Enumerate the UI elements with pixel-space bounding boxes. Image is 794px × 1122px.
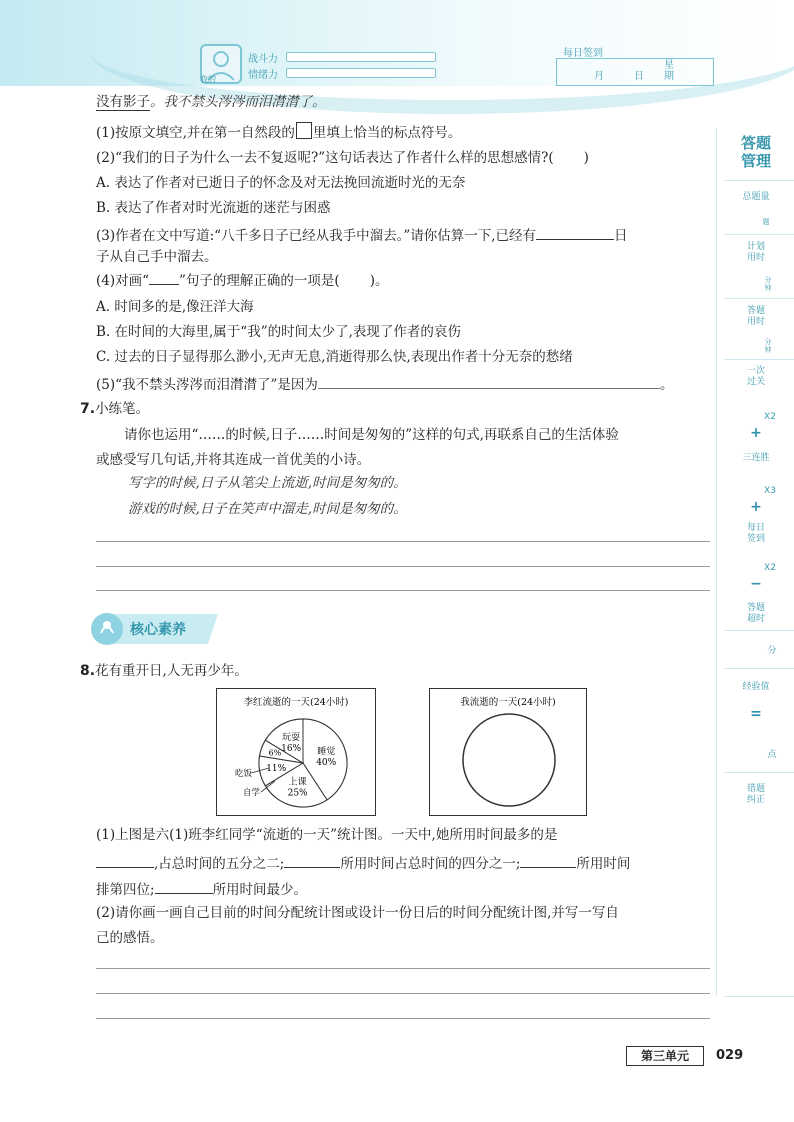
q2-stem-text: (2)“我们的日子为什么一去不复返呢?”这句话表达了作者什么样的思想感情?( bbox=[96, 150, 554, 166]
q4-option-c: C. 过去的日子显得那么渺小,无声无息,消逝得那么快,表现出作者十分无奈的愁绪 bbox=[96, 349, 573, 365]
sidebar-title-2: 管理 bbox=[740, 152, 771, 170]
pie-slice-label-3: 6% bbox=[268, 748, 282, 758]
q8-text-4: (2)请你画一画自己目前的时间分配统计图或设计一份日后的时间分配统计图,并写一写自 bbox=[96, 905, 619, 921]
avatar-badge: 我的 bbox=[200, 75, 216, 84]
sidebar-multiplier-x2: X2 bbox=[764, 412, 776, 422]
q1 bbox=[96, 122, 461, 142]
sidebar-divider bbox=[724, 668, 794, 669]
q7-writing-line-2[interactable] bbox=[96, 566, 710, 567]
q8-text-3a: 排第四位; bbox=[96, 882, 155, 898]
q8-text-2 bbox=[96, 853, 630, 873]
stat-bar-power bbox=[286, 52, 436, 62]
signin-day: 日 bbox=[634, 71, 644, 82]
q2-option-b: B. 表达了作者对时光流逝的迷茫与困惑 bbox=[96, 200, 331, 216]
sidebar-over-1: 答题 bbox=[746, 603, 765, 613]
q8-blank-1[interactable] bbox=[96, 853, 154, 868]
signin-month: 月 bbox=[594, 71, 604, 82]
pie-slice-label-0: 睡觉 40% bbox=[316, 747, 337, 769]
sidebar-multiplier-x3: X3 bbox=[764, 486, 776, 496]
q7-writing-line-1[interactable] bbox=[96, 541, 710, 542]
q1-text-b: 里填上恰当的标点符号。 bbox=[312, 125, 462, 141]
q7-instruction-2: 或感受写几句话,并将其连成一首优美的小诗。 bbox=[96, 452, 371, 468]
q7-title: 小练笔。 bbox=[95, 401, 150, 417]
sidebar-multiplier-x2b: X2 bbox=[764, 563, 776, 573]
q8-heading bbox=[80, 662, 248, 680]
sidebar-min-suffix-2: 钟 bbox=[764, 346, 772, 354]
q3-line1 bbox=[96, 225, 628, 245]
sidebar-divider bbox=[724, 772, 794, 773]
q4-text-b: ”句子的理解正确的一项是( bbox=[179, 273, 340, 289]
q3-text-b: 日 bbox=[614, 228, 628, 244]
q5-text-a: (5)“我不禁头涔涔而泪潸潸了”是因为 bbox=[96, 377, 318, 393]
page-number: 029 bbox=[716, 1048, 744, 1063]
sidebar-wrong-1: 错题 bbox=[746, 784, 765, 794]
pie-chart-mine-svg bbox=[430, 689, 586, 815]
pie-outside-label-1: 自学 bbox=[243, 788, 261, 798]
q4-text-c: )。 bbox=[369, 273, 389, 289]
sidebar-ans-2: 用时 bbox=[746, 317, 765, 327]
q8-writing-line-1[interactable] bbox=[96, 968, 710, 969]
sidebar-fen: 分 bbox=[767, 646, 777, 656]
pie-chart-mine-circle[interactable] bbox=[463, 714, 555, 806]
stat-label-mood: 情绪力 bbox=[248, 70, 278, 81]
q8-text-1: (1)上图是六(1)班李红同学“流逝的一天”统计图。一天中,她所用时间最多的是 bbox=[96, 827, 558, 843]
q8-blank-2[interactable] bbox=[284, 853, 340, 868]
sidebar-minus: − bbox=[750, 576, 762, 592]
sidebar-divider bbox=[724, 298, 794, 299]
q7-number: 7. bbox=[80, 401, 96, 417]
q1-text-a: (1)按原文填空,并在第一自然段的 bbox=[96, 125, 295, 141]
passage-rest: 。我不禁头涔涔而泪潸潸了。 bbox=[150, 94, 326, 110]
pie-slice-label-1: 上课 25% bbox=[287, 777, 308, 799]
q4-option-a: A. 时间多的是,像汪洋大海 bbox=[96, 299, 254, 315]
sidebar-plan-1: 计划 bbox=[746, 242, 765, 252]
q4-option-b: B. 在时间的大海里,属于“我”的时间太少了,表现了作者的哀伤 bbox=[96, 324, 461, 340]
sidebar-divider bbox=[724, 180, 794, 181]
pie-chart-mine bbox=[429, 688, 587, 816]
signin-title: 每日签到 bbox=[563, 48, 603, 59]
pie-slice-label-2: 11% bbox=[266, 764, 287, 775]
q5-answer-line[interactable] bbox=[318, 374, 660, 389]
q8-text-2b: 所用时间占总时间的四分之一; bbox=[340, 856, 521, 872]
sidebar-divider bbox=[724, 359, 794, 360]
q7-writing-line-3[interactable] bbox=[96, 590, 710, 591]
sidebar-plus-1: + bbox=[750, 425, 762, 441]
q4-stem bbox=[96, 272, 388, 290]
q5 bbox=[96, 374, 673, 394]
q4-blank-line bbox=[149, 273, 179, 285]
q2-option-a: A. 表达了作者对已逝日子的怀念及对无法挽回流逝时光的无奈 bbox=[96, 175, 466, 191]
q3-line2: 子从自己手中溜去。 bbox=[96, 249, 218, 265]
pie-slice-label-4: 玩耍 16% bbox=[281, 732, 302, 754]
q8-title: 花有重开日,人无再少年。 bbox=[95, 663, 248, 679]
sidebar-once-1: 一次 bbox=[746, 366, 765, 376]
footer-unit: 第三单元 bbox=[626, 1046, 704, 1066]
q2-stem bbox=[96, 149, 589, 167]
sidebar-total: 总题量 bbox=[742, 192, 770, 202]
sidebar-plan-2: 用时 bbox=[746, 253, 765, 263]
sidebar-unit-ti: 题 bbox=[762, 218, 770, 226]
sidebar-wrong-2: 纠正 bbox=[746, 795, 765, 805]
q8-text-5: 己的感悟。 bbox=[96, 930, 164, 946]
sidebar-points: 点 bbox=[767, 750, 777, 760]
q3-text-a: (3)作者在文中写道:“八千多日子已经从我手中溜去。”请你估算一下,已经有 bbox=[96, 228, 537, 244]
q5-text-b: 。 bbox=[659, 377, 674, 393]
sidebar-min-2: 分 bbox=[764, 338, 772, 346]
sidebar-plus-2: + bbox=[750, 499, 762, 515]
sidebar-daily-1: 每日 bbox=[746, 523, 765, 533]
signin-weekday: 星期 bbox=[664, 60, 674, 82]
q8-text-3 bbox=[96, 879, 307, 899]
sidebar-min-suffix-1: 钟 bbox=[764, 284, 772, 292]
q7-answer-2: 游戏的时候,日子在笑声中溜走,时间是匆匆的。 bbox=[128, 501, 407, 517]
q8-blank-4[interactable] bbox=[155, 879, 213, 894]
q8-number: 8. bbox=[80, 663, 96, 679]
q7-instruction-1: 请你也运用“……的时候,日子……时间是匆匆的”这样的句式,再联系自己的生活体验 bbox=[124, 427, 619, 443]
pie-outside-label-0: 吃饭 bbox=[235, 769, 253, 779]
pie-chart-lihong-svg bbox=[217, 689, 375, 815]
sidebar-daily-2: 签到 bbox=[746, 534, 765, 544]
sidebar-min-1: 分 bbox=[764, 276, 772, 284]
q8-text-2c: 所用时间 bbox=[576, 856, 631, 872]
q8-blank-3[interactable] bbox=[520, 853, 576, 868]
sidebar-divider bbox=[724, 630, 794, 631]
q3-answer-blank[interactable] bbox=[536, 225, 614, 240]
q8-writing-line-3[interactable] bbox=[96, 1018, 710, 1019]
sidebar-over-2: 超时 bbox=[746, 614, 765, 624]
pie-chart-lihong-title: 李红流逝的一天(24小时) bbox=[243, 697, 349, 708]
q8-writing-line-2[interactable] bbox=[96, 993, 710, 994]
sidebar-divider bbox=[724, 234, 794, 235]
passage-underlined: 没有影子 bbox=[96, 94, 150, 110]
core-banner-title: 核心素养 bbox=[130, 622, 186, 638]
q4-text-a: (4)对画“ bbox=[96, 273, 150, 289]
q2-close: ) bbox=[583, 150, 589, 166]
answer-management-sidebar bbox=[718, 126, 794, 996]
sidebar-border bbox=[716, 128, 717, 996]
q7-answer-1: 写字的时候,日子从笔尖上流逝,时间是匆匆的。 bbox=[128, 475, 407, 491]
stat-label-power: 战斗力 bbox=[248, 54, 278, 65]
sidebar-divider bbox=[724, 996, 794, 997]
q8-text-3b: 所用时间最少。 bbox=[212, 882, 308, 898]
core-banner bbox=[90, 612, 218, 646]
pie-chart-lihong bbox=[216, 688, 376, 816]
sidebar-title-1: 答题 bbox=[740, 134, 771, 152]
pie-chart-mine-title: 我流逝的一天(24小时) bbox=[460, 697, 556, 708]
q7-heading bbox=[80, 400, 149, 418]
stat-bar-mood bbox=[286, 68, 436, 78]
sidebar-combo: 三连胜 bbox=[742, 453, 770, 463]
q8-text-2a: ,占总时间的五分之二; bbox=[154, 856, 285, 872]
sidebar-equals: = bbox=[750, 706, 762, 722]
passage-tail bbox=[96, 93, 326, 111]
sidebar-ans-1: 答题 bbox=[746, 306, 765, 316]
punctuation-box[interactable] bbox=[296, 122, 312, 139]
sidebar-exp: 经验值 bbox=[742, 682, 770, 692]
sidebar-once-2: 过关 bbox=[746, 377, 765, 387]
